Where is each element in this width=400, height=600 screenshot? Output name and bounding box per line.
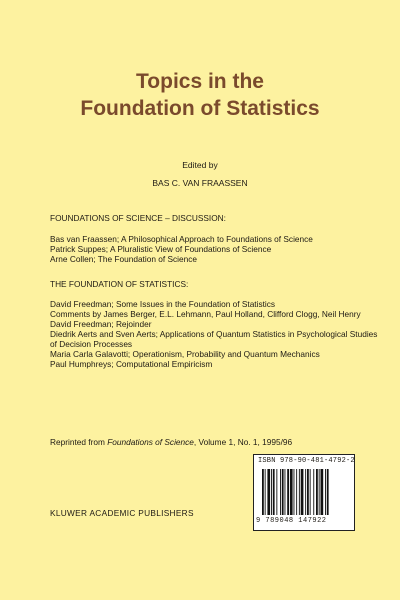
- isbn-text: ISBN 978-90-481-4792-2: [258, 457, 355, 465]
- reprint-journal: Foundations of Science: [107, 437, 194, 447]
- section-1-heading: FOUNDATIONS OF SCIENCE – DISCUSSION:: [50, 213, 226, 223]
- reprint-prefix: Reprinted from: [50, 437, 108, 447]
- reprint-suffix: , Volume 1, No. 1, 1995/96: [193, 437, 293, 447]
- book-title: [0, 68, 400, 122]
- editor-name: BAS C. VAN FRAASSEN: [152, 178, 248, 188]
- list-item: Patrick Suppes; A Pluralistic View of Foundations of Science: [50, 244, 272, 254]
- section-1-list: [50, 234, 380, 264]
- list-item: Maria Carla Galavotti; Operationism, Probability and Quantum Mechanics: [50, 349, 320, 359]
- list-item: David Freedman; Some Issues in the Foundation of Statistics: [50, 299, 276, 309]
- list-item: Paul Humphreys; Computational Empiricism: [50, 359, 213, 369]
- list-item: David Freedman; Rejoinder: [50, 319, 152, 329]
- edited-by-label: Edited by: [182, 160, 218, 170]
- barcode-number: 9 789048 147922: [256, 517, 327, 525]
- list-item: Comments by James Berger, E.L. Lehmann, Paul Holland, Clifford Clogg, Neil Henry: [50, 309, 361, 319]
- publisher-name: KLUWER ACADEMIC PUBLISHERS: [50, 508, 194, 518]
- list-item: Arne Collen; The Foundation of Science: [50, 254, 197, 264]
- title-line-1: Topics in the: [136, 70, 264, 93]
- section-2-list: [50, 299, 380, 369]
- list-item: Diedrik Aerts and Sven Aerts; Applications of Quantum Statistics in Psychological Studies of Decision Processes: [50, 329, 378, 349]
- list-item: Bas van Fraassen; A Philosophical Approach to Foundations of Science: [50, 234, 313, 244]
- barcode-label: [253, 454, 355, 531]
- title-line-2: Foundation of Statistics: [80, 97, 320, 120]
- reprint-note: [50, 437, 292, 447]
- barcode-icon: [262, 469, 348, 515]
- section-2-heading: THE FOUNDATION OF STATISTICS:: [50, 279, 189, 289]
